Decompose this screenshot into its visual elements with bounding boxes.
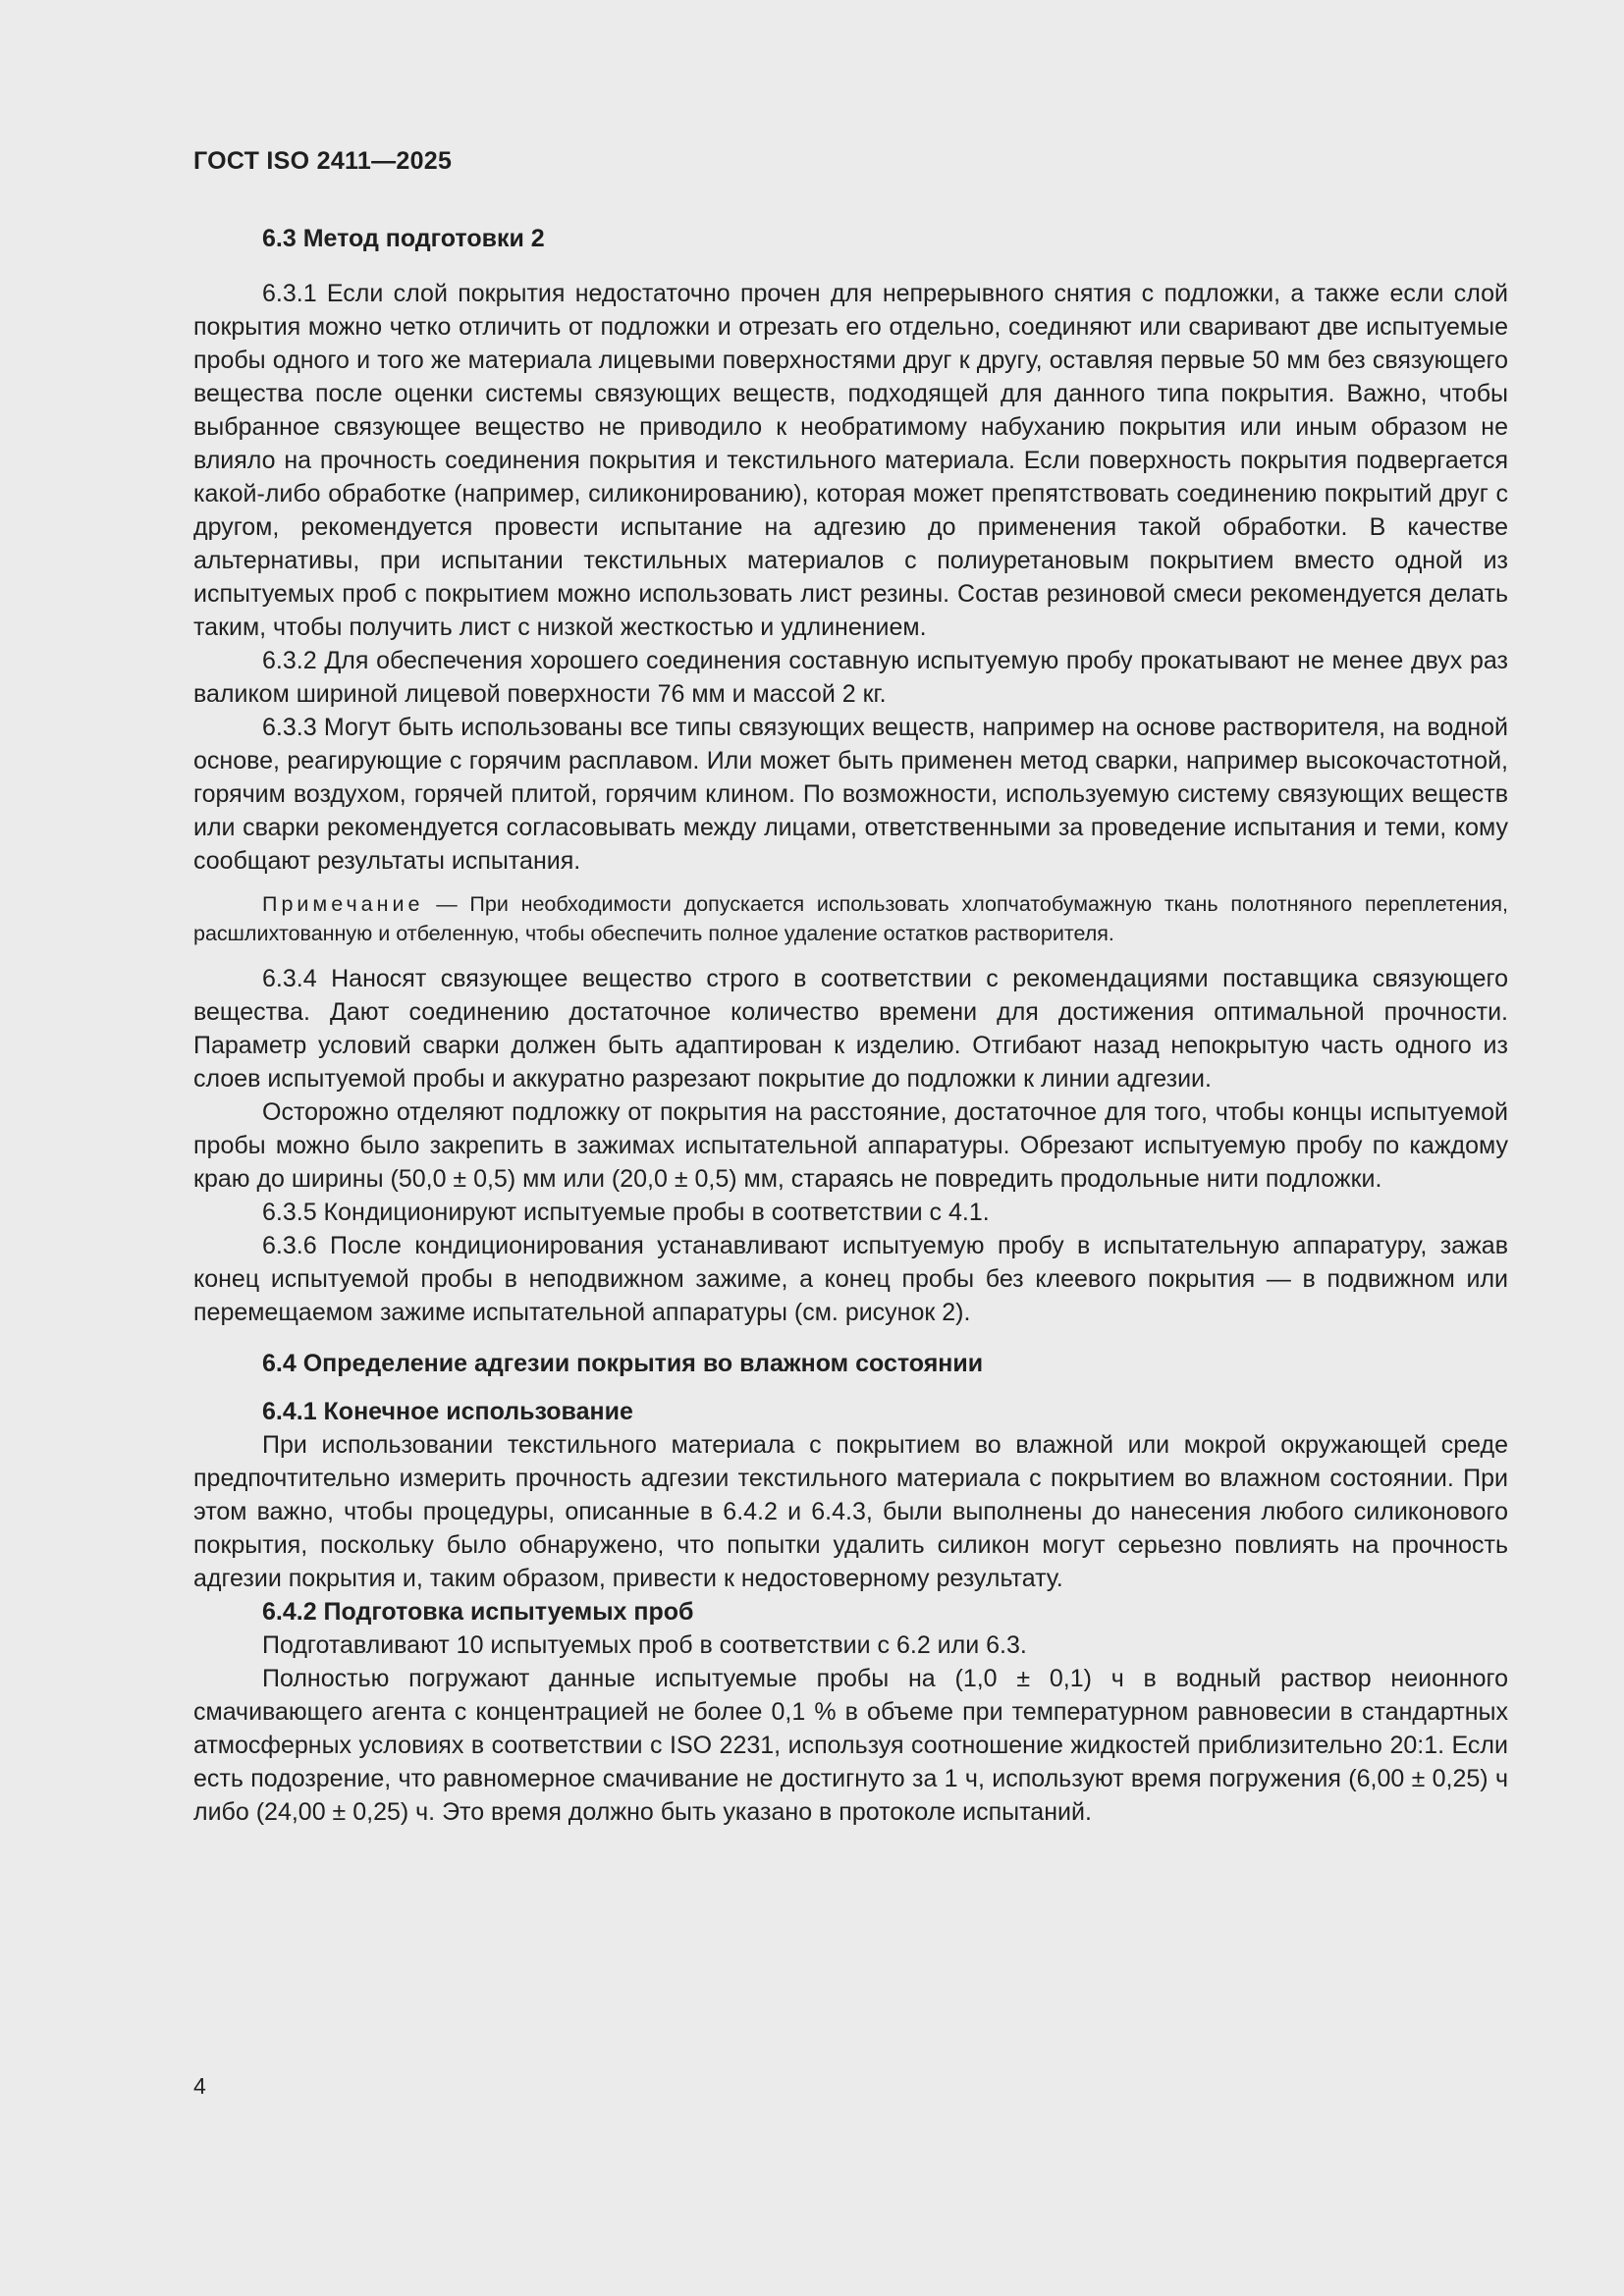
section-heading-6-4: 6.4 Определение адгезии покрытия во влажном состоянии (262, 1350, 984, 1377)
paragraph-6-3-2: 6.3.2 Для обеспечения хорошего соединения составную испытуемую пробу прокатывают не менее двух раз валиком шириной лицевой поверхности 76 мм и массой 2 кг. (193, 647, 1508, 708)
paragraph-6-4-1: При использовании текстильного материала с покрытием во влажной или мокрой окружающей среде предпочтительно измерить прочность адгезии текстильного материала с покрытием во влажном состоянии. При этом важно, чтобы процедуры, описанные в 6.4.2 и 6.4.3, были выполнены до нанесения любого силиконового покрытия, поскольку было обнаружено, что попытки удалить силикон могут серьезно повлиять на прочность адгезии покрытия и, таким образом, привести к недостоверному результату. (193, 1431, 1508, 1592)
paragraph-6-4-2-b: Полностью погружают данные испытуемые пробы на (1,0 ± 0,1) ч в водный раствор неионного смачивающего агента с концентрацией не более 0,1 % в объеме при температурном равновесии в стандартных атмосферных условиях в соответствии с ISO 2231, используя соотношение жидкостей приблизительно 20:1. Если есть подозрение, что равномерное смачивание не достигнуто за 1 ч, используют время погружения (6,00 ± 0,25) ч либо (24,00 ± 0,25) ч. Это время должно быть указано в протоколе испытаний. (193, 1665, 1508, 1826)
note-text: — При необходимости допускается использовать хлопчатобумажную ткань полотняного переплетения, расшлихтованную и отбеленную, чтобы обеспечить полное удаление остатков растворителя. (193, 892, 1508, 945)
document-body (193, 222, 1508, 1829)
subsection-heading-6-4-2: 6.4.2 Подготовка испытуемых проб (262, 1598, 694, 1626)
paragraph-6-4-2-a: Подготавливают 10 испытуемых проб в соответствии с 6.2 или 6.3. (262, 1631, 1027, 1659)
paragraph-6-3-6: 6.3.6 После кондиционирования устанавливают испытуемую пробу в испытательную аппаратуру, зажав конец испытуемой пробы в неподвижном зажиме, а конец пробы без клеевого покрытия — в подвижном или перемещаемом зажиме испытательной аппаратуры (см. рисунок 2). (193, 1232, 1508, 1326)
document-header: ГОСТ ISO 2411—2025 (193, 147, 453, 175)
paragraph-6-3-5: 6.3.5 Кондиционируют испытуемые пробы в соответствии с 4.1. (262, 1199, 990, 1226)
page-number: 4 (193, 2073, 206, 2099)
paragraph-6-3-1: 6.3.1 Если слой покрытия недостаточно прочен для непрерывного снятия с подложки, а также если слой покрытия можно четко отличить от подложки и отрезать его отдельно, соединяют или сваривают две испытуемые пробы одного и того же материала лицевыми поверхностями друг к другу, оставляя первые 50 мм без связующего вещества после оценки системы связующих веществ, подходящей для данного типа покрытия. Важно, чтобы выбранное связующее вещество не приводило к необратимому набуханию покрытия или иным образом не влияло на прочность соединения покрытия и текстильного материала. Если поверхность покрытия подвергается какой-либо обработке (например, силиконированию), которая может препятствовать соединению покрытий друг с другом, рекомендуется провести испытание на адгезию до применения такой обработки. В качестве альтернативы, при испытании текстильных материалов с полиуретановым покрытием вместо одной из испытуемых проб с покрытием можно использовать лист резины. Состав резиновой смеси рекомендуется делать таким, чтобы получить лист с низкой жесткостью и удлинением. (193, 280, 1508, 641)
paragraph-6-3-4-continued: Осторожно отделяют подложку от покрытия на расстояние, достаточное для того, чтобы концы испытуемой пробы можно было закрепить в зажимах испытательной аппаратуры. Обрезают испытуемую пробу по каждому краю до ширины (50,0 ± 0,5) мм или (20,0 ± 0,5) мм, стараясь не повредить продольные нити подложки. (193, 1098, 1508, 1193)
subsection-heading-6-4-1: 6.4.1 Конечное использование (262, 1398, 633, 1425)
note-label: Примечание (262, 892, 424, 916)
note-block (193, 889, 1508, 948)
paragraph-6-3-3: 6.3.3 Могут быть использованы все типы связующих веществ, например на основе растворителя, на водной основе, реагирующие с горячим расплавом. Или может быть применен метод сварки, например высокочастотной, горячим воздухом, горячей плитой, горячим клином. По возможности, используемую систему связующих веществ или сварки рекомендуется согласовывать между лицами, ответственными за проведение испытания и теми, кому сообщают результаты испытания. (193, 714, 1508, 875)
paragraph-6-3-4: 6.3.4 Наносят связующее вещество строго в соответствии с рекомендациями поставщика связующего вещества. Дают соединению достаточное количество времени для достижения оптимальной прочности. Параметр условий сварки должен быть адаптирован к изделию. Отгибают назад непокрытую часть одного из слоев испытуемой пробы и аккуратно разрезают покрытие до подложки к линии адгезии. (193, 965, 1508, 1093)
section-heading-6-3: 6.3 Метод подготовки 2 (262, 225, 545, 252)
